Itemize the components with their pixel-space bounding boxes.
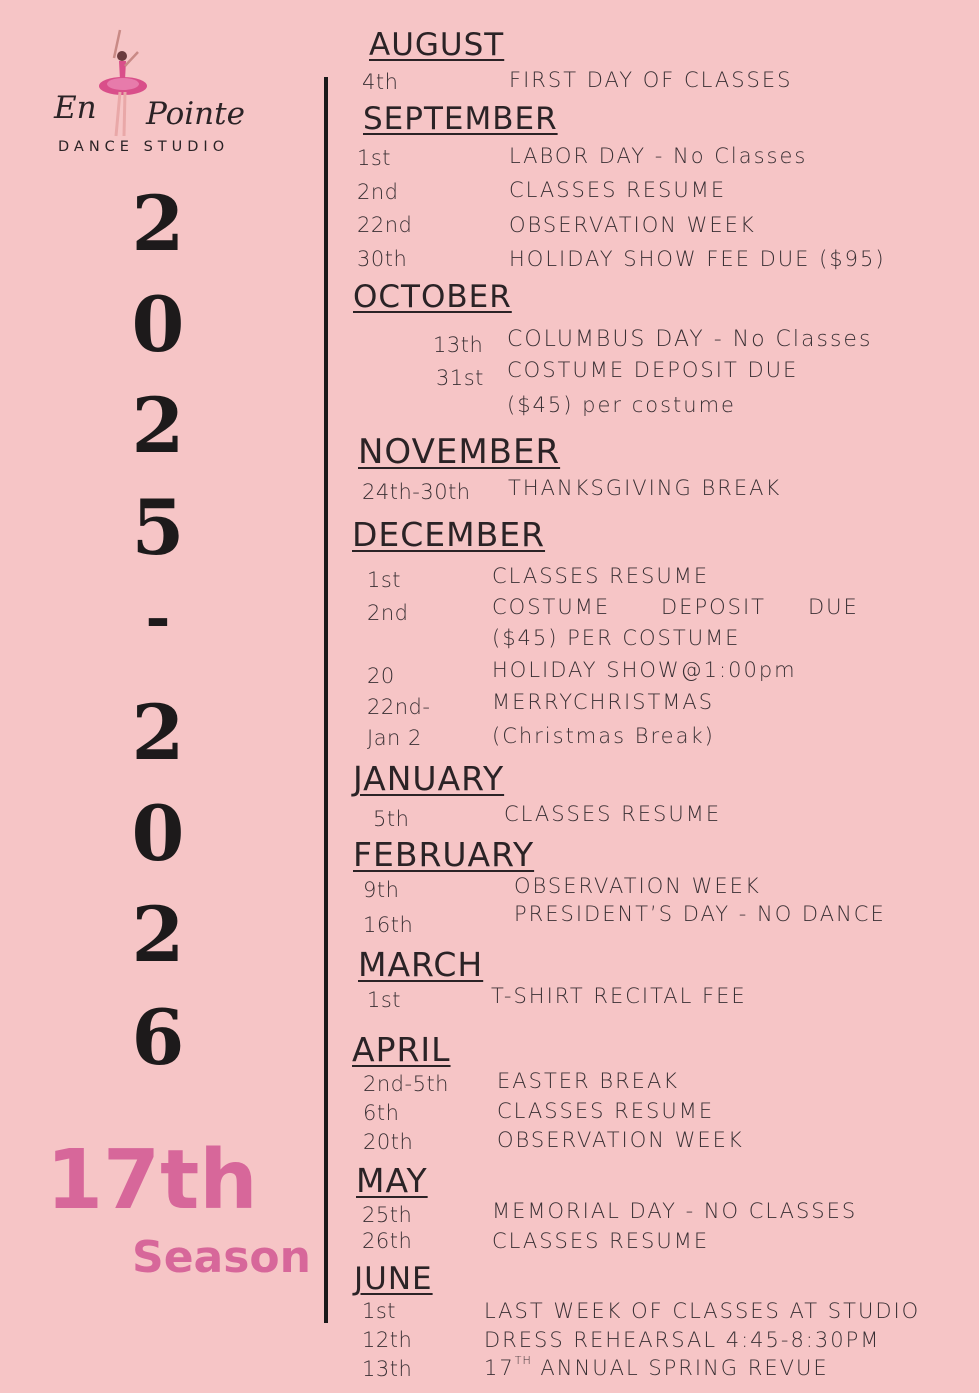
year-digit: 2	[131, 890, 185, 979]
event-date: 1st	[357, 146, 392, 170]
event-date: 22nd-	[367, 695, 431, 719]
event-date: 22nd	[357, 213, 413, 237]
event-text: ($45) PER COSTUME	[492, 626, 741, 650]
studio-logo	[50, 28, 275, 163]
event-date: 1st	[367, 568, 402, 592]
event-date: 20	[367, 664, 395, 688]
event-text-word: DUE	[808, 595, 859, 619]
event-text: COSTUME DEPOSIT DUE	[507, 358, 799, 382]
event-date: 26th	[362, 1229, 413, 1253]
event-text: (Christmas Break)	[492, 724, 715, 748]
event-date: 4th	[362, 70, 399, 94]
event-text: THANKSGIVING BREAK	[508, 476, 782, 500]
event-date: 2nd-5th	[363, 1072, 449, 1096]
event-date: 25th	[362, 1203, 413, 1227]
month-heading: NOVEMBER	[358, 432, 561, 472]
year-digit: 2	[131, 688, 185, 777]
year-digit: 0	[131, 280, 185, 369]
year-digit: 6	[131, 993, 185, 1082]
ordinal-suffix: TH	[514, 1354, 532, 1367]
event-text: CLASSES RESUME	[504, 802, 722, 826]
event-text: OBSERVATION WEEK	[497, 1128, 744, 1152]
event-text: CLASSES RESUME	[492, 564, 710, 588]
event-text-word: COSTUME	[492, 595, 611, 619]
month-heading: SEPTEMBER	[363, 101, 558, 137]
event-date: 9th	[363, 878, 400, 902]
month-heading: DECEMBER	[352, 515, 546, 554]
ballerina-icon	[92, 28, 152, 148]
event-text: HOLIDAY SHOW@1:00pm	[492, 658, 797, 682]
year-digit: 0	[131, 789, 185, 878]
event-text: CLASSES RESUME	[509, 178, 727, 202]
event-text: FIRST DAY OF CLASSES	[509, 68, 793, 92]
logo-script-pointe: Pointe	[146, 96, 245, 132]
event-text: LABOR DAY - No Classes	[509, 144, 808, 168]
month-heading: JANUARY	[353, 759, 505, 798]
event-text: OBSERVATION WEEK	[514, 874, 761, 898]
event-text-rest: ANNUAL SPRING REVUE	[540, 1356, 829, 1380]
month-heading: JUNE	[354, 1261, 433, 1297]
event-date: 13th	[362, 1357, 413, 1381]
event-date: 5th	[373, 807, 410, 831]
logo-subtitle: DANCE STUDIO	[58, 139, 230, 155]
event-date: 2nd	[367, 601, 409, 625]
month-heading: FEBRUARY	[353, 835, 535, 874]
event-text: OBSERVATION WEEK	[509, 213, 756, 237]
season-label: Season	[132, 1232, 311, 1283]
event-text: HOLIDAY SHOW FEE DUE ($95)	[509, 247, 886, 271]
year-digit: 5	[131, 483, 185, 572]
ordinal-number: 17	[484, 1356, 515, 1380]
event-text: DRESS REHEARSAL 4:45-8:30PM	[484, 1328, 881, 1352]
month-heading: APRIL	[352, 1030, 451, 1069]
event-text: PRESIDENT’S DAY - NO DANCE	[514, 902, 886, 926]
year-dash: -	[145, 583, 171, 653]
event-text: ($45) per costume	[507, 393, 736, 417]
event-text: COLUMBUS DAY - No Classes	[507, 327, 873, 352]
event-date: 24th-30th	[362, 480, 471, 504]
event-date: 12th	[362, 1328, 413, 1352]
event-date: 2nd	[357, 180, 399, 204]
event-text: LAST WEEK OF CLASSES AT STUDIO	[484, 1299, 921, 1323]
month-heading: MAY	[356, 1161, 428, 1200]
event-date: 30th	[357, 247, 408, 271]
event-text: MEMORIAL DAY - NO CLASSES	[492, 1199, 858, 1223]
event-date: 1st	[367, 988, 402, 1012]
event-text-word: DEPOSIT	[661, 595, 766, 619]
event-text: EASTER BREAK	[497, 1069, 680, 1093]
event-date: 20th	[363, 1130, 414, 1154]
month-heading: OCTOBER	[353, 279, 512, 315]
month-heading: AUGUST	[369, 27, 505, 63]
event-text: MERRYCHRISTMAS	[492, 690, 715, 714]
event-text: CLASSES RESUME	[492, 1229, 710, 1253]
event-date: 6th	[363, 1101, 400, 1125]
year-digit: 2	[131, 381, 185, 470]
vertical-divider	[324, 77, 328, 1323]
event-text: T-SHIRT RECITAL FEE	[491, 984, 747, 1008]
year-digit: 2	[131, 179, 185, 268]
event-date: Jan 2	[367, 726, 422, 750]
event-date: 1st	[362, 1299, 397, 1323]
event-date: 13th	[433, 333, 484, 357]
event-text: CLASSES RESUME	[497, 1099, 715, 1123]
event-date: 31st	[436, 366, 484, 390]
event-text	[484, 1354, 829, 1380]
logo-script-en: En	[54, 90, 97, 126]
event-date: 16th	[363, 913, 414, 937]
month-heading: MARCH	[358, 945, 484, 984]
season-number: 17th	[46, 1133, 258, 1228]
